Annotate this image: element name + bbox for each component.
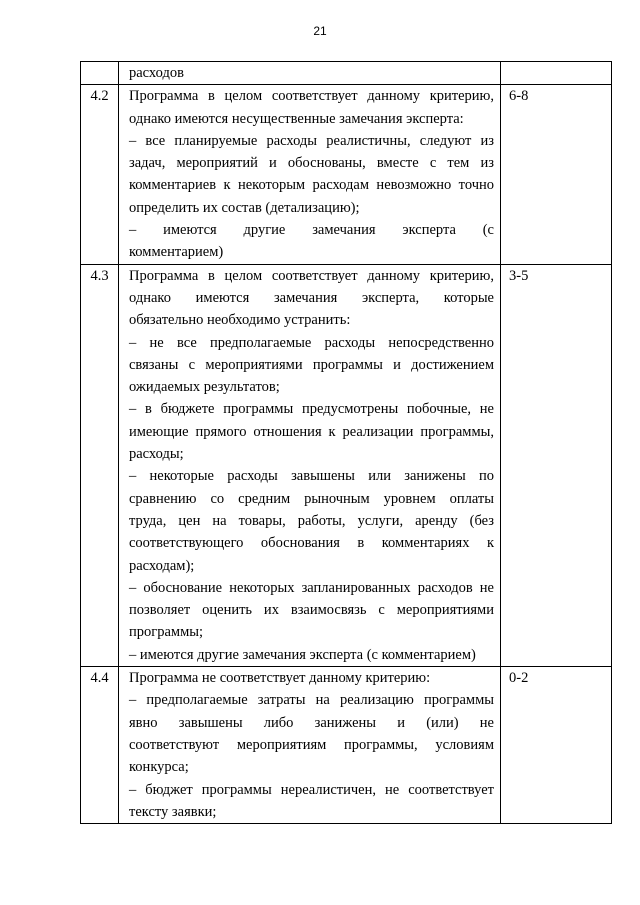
row-number-cell: 4.3 (81, 264, 119, 666)
text-line: Программа в целом соответствует данному критерию, (129, 267, 494, 284)
text-line: – в бюджете программы предусмотрены побочные, не (129, 401, 494, 418)
text-line: – бюджет программы нереалистичен, не соответствует (129, 781, 494, 798)
text-line: тексту заявки; (129, 803, 217, 820)
row-number-cell: 4.2 (81, 85, 119, 264)
text-line: соответствующего обоснования в комментариях к (129, 535, 494, 552)
text-line: – обоснование некоторых запланированных расходов не (129, 579, 494, 596)
text-line: – не все предполагаемые расходы непосредственно (129, 334, 494, 351)
text-line: – некоторые расходы завышены или занижены по (129, 468, 494, 485)
text-line: позволяет оценить их взаимосвязь с мероприятиями (129, 602, 494, 619)
text-line: однако имеются замечания эксперта, которые (129, 289, 494, 306)
text-line: конкурса; (129, 759, 189, 776)
text-line: имеющие прямого отношения к реализации программы, (129, 423, 494, 440)
row-text-cell (119, 667, 501, 824)
text-line: явно завышены либо занижены и (или) не (129, 714, 494, 731)
text-line: сравнению со средним рыночным уровнем оплаты (129, 490, 494, 507)
criteria-table (80, 61, 612, 824)
text-line: Программа не соответствует данному критерию: (129, 670, 431, 687)
row-number-cell (81, 62, 119, 85)
row-score-cell (501, 62, 612, 85)
text-line: – имеются другие замечания эксперта (с (129, 222, 494, 239)
table-row (81, 667, 612, 824)
text-line: расходов (129, 65, 184, 81)
text-line: комментарием) (129, 244, 224, 261)
text-line: расходы; (129, 446, 184, 463)
text-line: труда, цен на товары, работы, услуги, аренду (без (129, 512, 494, 529)
text-line: задач, мероприятий и обоснованы, вместе с тем из (129, 155, 494, 172)
row-number-cell: 4.4 (81, 667, 119, 824)
text-line: определить их состав (детализацию); (129, 199, 360, 216)
text-line: программы; (129, 624, 204, 641)
table-row (81, 264, 612, 666)
row-text-cell (119, 264, 501, 666)
row-score-cell: 3-5 (501, 264, 612, 666)
text-line: обязательно необходимо устранить: (129, 312, 351, 329)
table-row-continuation (81, 62, 612, 85)
text-line: – все планируемые расходы реалистичны, следуют из (129, 132, 494, 149)
page-number: 21 (313, 24, 327, 38)
row-score-cell: 0-2 (501, 667, 612, 824)
text-line: соответствуют мероприятиям программы, условиям (129, 736, 494, 753)
text-line: Программа в целом соответствует данному критерию, (129, 88, 494, 105)
row-text-cell (119, 62, 501, 85)
text-line: расходам); (129, 557, 195, 574)
text-line: связаны с мероприятиями программы и достижением (129, 356, 494, 373)
text-line: комментариев к некоторым расходам невозможно точно (129, 177, 494, 194)
text-line: однако имеются несущественные замечания эксперта: (129, 110, 464, 127)
row-score-cell: 6-8 (501, 85, 612, 264)
text-line: ожидаемых результатов; (129, 379, 280, 396)
row-text-cell (119, 85, 501, 264)
text-line: – предполагаемые затраты на реализацию программы (129, 692, 494, 709)
table-row (81, 85, 612, 264)
text-line: – имеются другие замечания эксперта (с комментарием) (129, 646, 476, 663)
